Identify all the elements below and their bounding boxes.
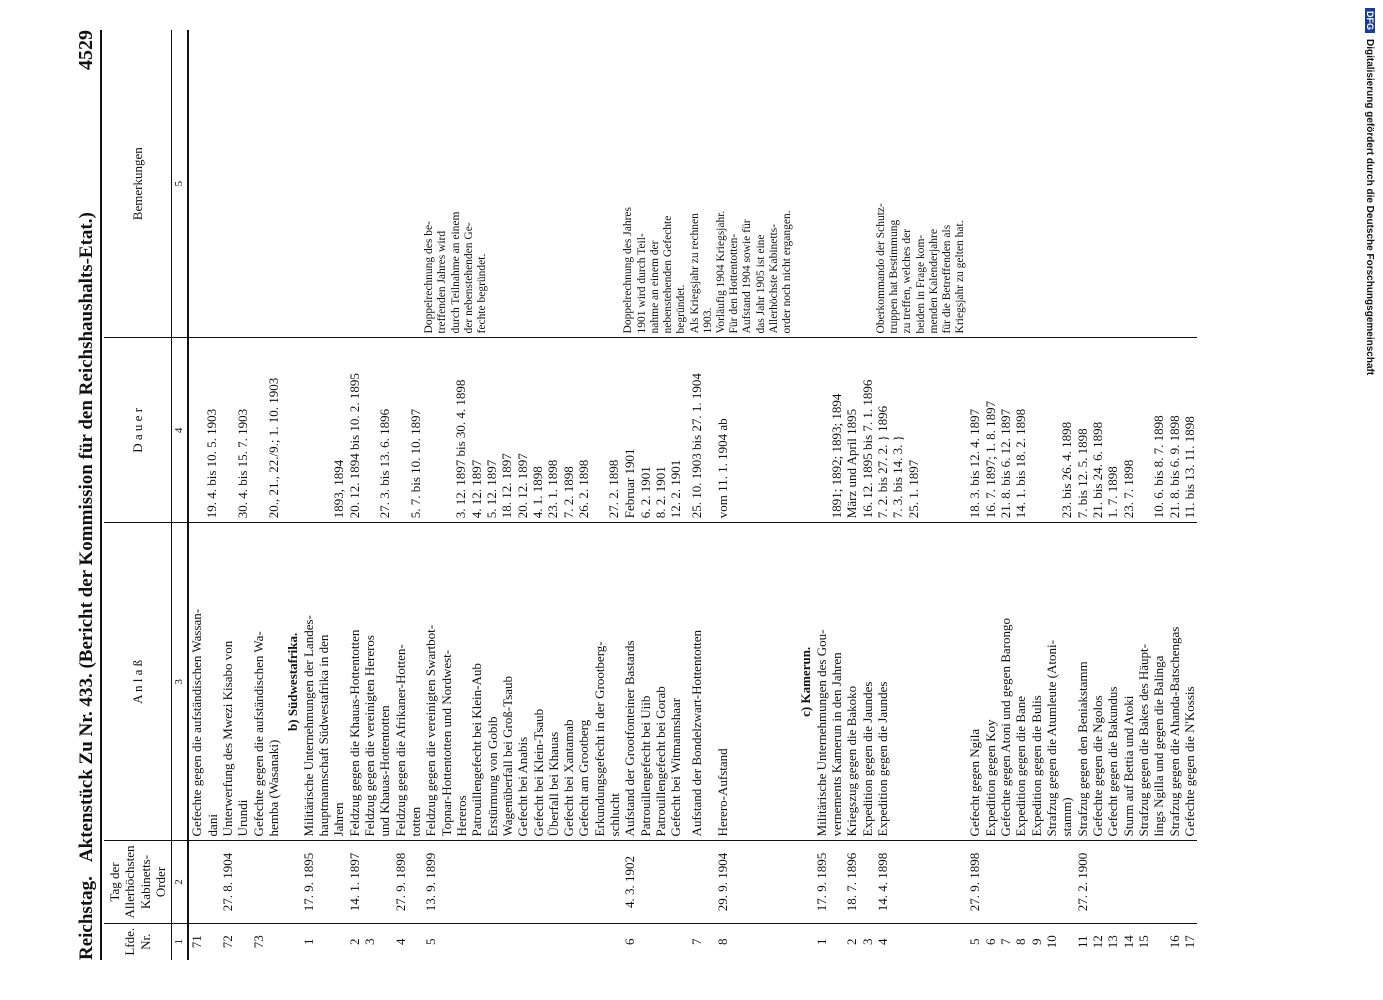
cell-anlass <box>844 523 875 841</box>
cell-order-date <box>814 841 845 923</box>
dauer-line: 1891; 1892; 1893; 1894 <box>828 393 844 519</box>
anlass-line: Kriegszug gegen die Bakoko <box>844 685 860 837</box>
order-date: 14. 4. 1898 <box>874 852 890 912</box>
dauer-line <box>1029 342 1044 518</box>
col-header-dauer: D a u e r <box>104 338 172 523</box>
table-row <box>689 30 715 960</box>
anlass-line: Gefecht gegen Ngila <box>967 728 983 837</box>
anlass-line: Patrouillengefecht bei Gorab <box>653 686 669 837</box>
remark-line: Doppelrechnung des be- <box>423 221 436 334</box>
column-number-row <box>172 30 188 960</box>
cell-bemerkungen <box>301 30 347 338</box>
cell-order-date <box>220 841 251 923</box>
row-number: 3 <box>361 938 377 946</box>
order-date: 17. 9. 1895 <box>300 852 316 912</box>
cell-bemerkungen <box>844 30 875 338</box>
table-row <box>220 30 251 960</box>
order-date: 18. 7. 1896 <box>844 852 860 912</box>
row-number: 1 <box>300 938 316 946</box>
cell-anlass <box>715 523 794 841</box>
dauer-line: 10. 6. bis 8. 7. 1898 <box>1151 415 1167 519</box>
remark-line: treffenden Jahres wird <box>436 230 449 334</box>
cell-order-date <box>844 841 875 923</box>
anlass-line: Herero-Aufstand <box>715 748 730 837</box>
cell-bemerkungen <box>967 30 1074 338</box>
cell-order-date <box>347 841 393 923</box>
cell-dauer <box>188 338 220 523</box>
anlass-line: Sturm auf Bettia und Atoki <box>1120 695 1136 837</box>
cell-bemerkungen <box>393 30 424 338</box>
row-number: 15 <box>1136 935 1152 949</box>
cell-anlass <box>622 523 688 841</box>
anlass-line: Gefecht bei Klein-Tsaub <box>530 708 546 837</box>
remark-line: nahme an einem der <box>648 240 661 334</box>
cell-nr <box>347 923 393 960</box>
anlass-line: Militärische Unternehmungen des Gou- <box>813 629 829 837</box>
cell-dauer <box>251 338 282 523</box>
cell-dauer <box>220 338 251 523</box>
dauer-line: 7. 2. 1898 <box>560 466 576 519</box>
header-rule <box>100 30 102 960</box>
remark-line: Doppelrechnung des Jahres <box>622 207 635 334</box>
order-date: 27. 9. 1898 <box>392 852 408 912</box>
anlass-line: Überfall bei Khauas <box>545 731 561 837</box>
table-row <box>393 30 424 960</box>
cell-bemerkungen <box>622 30 688 338</box>
remark-line: truppen hat Bestimmung <box>888 219 901 334</box>
table-row <box>1167 30 1198 960</box>
cell-order-date <box>967 841 1074 923</box>
dauer-line <box>251 342 266 518</box>
dauer-line <box>316 342 331 518</box>
row-number: 6 <box>622 938 638 946</box>
cell-dauer <box>1075 338 1167 523</box>
table-row <box>622 30 688 960</box>
col-number: 2 <box>172 841 188 923</box>
cell-anlass <box>875 523 968 841</box>
anlass-line: Gefechte gegen Atoni und gegen Barongo <box>998 618 1014 837</box>
cell-anlass <box>967 523 1074 841</box>
cell-anlass <box>393 523 424 841</box>
dauer-line: 23. 7. 1898 <box>1120 459 1136 519</box>
cell-order-date <box>1075 841 1167 923</box>
row-number: 11 <box>1074 935 1090 949</box>
row-number: 71 <box>189 935 205 949</box>
dfg-logo: DFG <box>1365 8 1375 33</box>
anlass-line: Gefecht bei Xantamab <box>561 719 577 837</box>
cell-bemerkungen <box>423 30 622 338</box>
cell-order-date <box>251 841 282 923</box>
cell-bemerkungen <box>689 30 715 338</box>
dauer-line <box>438 342 453 518</box>
dauer-line: 5. 12. 1897 <box>483 459 499 519</box>
anlass-line: Strafzug gegen die Atumleute (Atoni- <box>1044 640 1060 837</box>
cell-anlass <box>1167 523 1198 841</box>
cell-anlass <box>301 523 347 841</box>
dauer-line: 26. 2. 1898 <box>575 459 591 519</box>
table-row <box>347 30 393 960</box>
anlass-line: Expedition gegen Koy <box>982 719 998 837</box>
remark-line: 1901 wird durch Teil- <box>635 233 648 334</box>
cell-dauer <box>301 338 347 523</box>
order-date: 4. 3. 1902 <box>622 856 638 908</box>
remark-line: zu treffen, welches der <box>901 228 914 334</box>
table-row <box>251 30 282 960</box>
dauer-line: 18. 12. 1897 <box>499 453 515 519</box>
anlass-line: Strafzug gegen die Ahanda-Batschengas <box>1166 626 1182 837</box>
anlass-line: Aufstand der Grootfonteiner Bastards <box>622 640 638 837</box>
anlass-line: Gefecht bei Anabis <box>515 736 531 837</box>
dauer-line: 16. 12. 1895 bis 7. 1. 1896 <box>859 379 875 519</box>
table-row <box>875 30 968 960</box>
col-number: 3 <box>172 523 188 841</box>
dauer-line: 14. 1. bis 18. 2. 1898 <box>1013 408 1029 519</box>
dauer-line: 4. 12. 1897 <box>468 459 484 519</box>
cell-dauer <box>622 338 688 523</box>
anlass-line: Unterwerfung des Mwezi Kisabo von <box>219 640 235 837</box>
dauer-line <box>362 342 377 518</box>
page-number: 4529 <box>75 30 97 70</box>
anlass-line: Wagenüberfall bei Groß-Tsaub <box>499 675 515 837</box>
row-number: 9 <box>1028 938 1044 946</box>
cell-bemerkungen <box>347 30 393 338</box>
order-date: 17. 9. 1895 <box>813 852 829 912</box>
remark-line: durch Teilnahme an einem <box>449 211 462 334</box>
dauer-line: 7. 2. bis 27. 2. } 1896 <box>874 405 890 519</box>
stamp-text: Digitalisierung gefördert durch die Deutsche Forschungsgemeinschaft <box>1364 39 1376 376</box>
row-number: 10 <box>1044 935 1060 949</box>
anlass-line: schlucht <box>607 793 623 837</box>
cell-order-date <box>622 841 688 923</box>
cell-nr <box>967 923 1074 960</box>
cell-dauer <box>423 338 622 523</box>
dauer-line <box>591 342 606 518</box>
anlass-line: Topnar-Hottentotten und Nordwest- <box>438 649 454 837</box>
row-number: 8 <box>715 938 730 946</box>
dauer-line: 8. 2. 1901 <box>653 466 669 519</box>
cell-order-date <box>393 841 424 923</box>
cell-nr <box>301 923 347 960</box>
dauer-line: 5. 7. bis 10. 10. 1897 <box>407 408 423 519</box>
dauer-line <box>1136 342 1151 518</box>
table-row <box>844 30 875 960</box>
row-number: 17 <box>1182 935 1198 949</box>
cell-dauer <box>715 338 794 523</box>
cell-nr <box>251 923 282 960</box>
dauer-line: 25. 10. 1903 bis 27. 1. 1904 <box>688 373 704 519</box>
cell-order-date <box>423 841 622 923</box>
cell-dauer <box>814 338 845 523</box>
dauer-line: 19. 4. bis 10. 5. 1903 <box>204 408 220 519</box>
row-number: 3 <box>859 938 875 946</box>
order-date: 27. 2. 1900 <box>1074 852 1090 912</box>
row-number: 5 <box>967 938 983 946</box>
column-header-row <box>104 30 172 960</box>
row-number: 2 <box>346 938 362 946</box>
anlass-line: Gefecht gegen die Bakundus <box>1105 686 1121 837</box>
cell-bemerkungen <box>220 30 251 338</box>
order-date: 14. 1. 1897 <box>346 852 362 912</box>
dauer-line <box>814 342 829 518</box>
col-number: 1 <box>172 923 188 960</box>
section-row <box>794 30 813 960</box>
dauer-line: 21. 8. bis 6. 12. 1897 <box>998 408 1014 519</box>
cell-dauer <box>1167 338 1198 523</box>
dauer-line <box>423 342 438 518</box>
anlass-line: Gefecht bei Witmannshaar <box>668 697 684 837</box>
cell-nr <box>814 923 845 960</box>
campaign-table <box>104 30 1197 960</box>
cell-order-date <box>875 841 968 923</box>
order-date: 29. 9. 1904 <box>715 852 730 912</box>
row-number: 6 <box>982 938 998 946</box>
remark-line: nebenstehenden Gefechte <box>662 215 675 334</box>
anlass-line: Gefechte gegen die N'Kossis <box>1182 686 1198 837</box>
remark-line: der nebenstehenden Ge- <box>462 222 475 334</box>
dauer-line <box>220 342 235 518</box>
dauer-line: 1. 7. 1898 <box>1105 466 1121 519</box>
dauer-line: 4. 1. 1898 <box>529 466 545 519</box>
remark-line: Aufstand 1904 sowie für <box>741 219 754 334</box>
dauer-line <box>1044 342 1059 518</box>
table-row <box>715 30 794 960</box>
col-header-bemerkungen: Bemerkungen <box>104 30 172 338</box>
dauer-line: 25. 1. 1897 <box>905 459 921 519</box>
anlass-line: Feldzug gegen die vereinigten Swartbot- <box>423 624 439 837</box>
cell-dauer <box>967 338 1074 523</box>
table-row <box>188 30 220 960</box>
remark-line: Allerhöchste Kabinetts- <box>767 223 780 334</box>
cell-dauer <box>689 338 715 523</box>
anlass-line: Aufstand der Bondelzwart-Hottentotten <box>688 629 704 837</box>
row-number: 7 <box>688 938 704 946</box>
dauer-line: 20. 12. 1894 bis 10. 2. 1895 <box>346 373 362 519</box>
cell-bemerkungen <box>814 30 845 338</box>
remark-line: Kriegsjahr zu gelten hat. <box>954 220 967 334</box>
dauer-line: 21. 8. bis 6. 9. 1898 <box>1166 415 1182 519</box>
dauer-line: 27. 2. 1898 <box>606 459 622 519</box>
cell-nr <box>188 923 220 960</box>
remark-line: begründet. <box>675 284 688 334</box>
anlass-line: Feldzug gegen die Afrikaner-Hotten- <box>392 644 408 837</box>
remark-line: order noch nicht ergangen. <box>781 210 794 334</box>
row-number: 2 <box>844 938 860 946</box>
remark-line: beiden in Frage kom- <box>914 234 927 334</box>
anlass-line: Strafzug gegen die Bakes des Häupt- <box>1136 644 1152 837</box>
dauer-line: 3. 12. 1897 bis 30. 4. 1898 <box>453 379 469 519</box>
remark-line: für die Betreffenden als <box>941 224 954 334</box>
anlass-line: lings Ngilla und gegen die Balinga <box>1151 655 1167 837</box>
cell-anlass <box>1075 523 1167 841</box>
anlass-line: hauptmannschaft Südwestafrika in den <box>315 634 331 837</box>
anlass-line: und Khauas-Hottentotten <box>377 705 393 837</box>
anlass-line: Strafzug gegen den Beniakstamm <box>1074 661 1090 837</box>
dauer-line: 7. 3. bis 14. 3. } <box>890 435 906 519</box>
cell-nr <box>1167 923 1198 960</box>
cell-nr <box>423 923 622 960</box>
order-date: 27. 8. 1904 <box>219 852 235 912</box>
anlass-line: Feldzug gegen die Khauas-Hottentotten <box>346 629 362 837</box>
section-heading: c) Kamerun. <box>798 646 814 717</box>
anlass-line: Jahren <box>331 802 347 837</box>
dauer-line <box>189 342 204 518</box>
dauer-line: 20. 12. 1897 <box>514 453 530 519</box>
col-header-date: Tag der Allerhöchsten Kabinetts-Order <box>104 841 172 923</box>
row-number: 73 <box>250 935 266 949</box>
remark-line: Vorläufig 1904 Kriegsjahr. <box>715 210 727 334</box>
remark-line: 1903. <box>701 307 714 334</box>
anlass-line: Gefechte gegen die aufständischen Wa- <box>250 631 266 837</box>
cell-nr <box>220 923 251 960</box>
row-number: 4 <box>392 938 408 946</box>
anlass-line: Expedition gegen die Bulis <box>1028 695 1044 837</box>
section-heading: b) Südwestafrika. <box>285 632 301 731</box>
col-header-nr: Lfde. Nr. <box>104 923 172 960</box>
dauer-line: 16. 7. 1897; 1. 8. 1897 <box>982 400 998 519</box>
anlass-line: dani <box>204 814 220 837</box>
dauer-line: 12. 2. 1901 <box>668 459 684 519</box>
remark-line: Als Kriegsjahr zu rechnen <box>688 213 701 334</box>
running-header <box>58 30 98 960</box>
col-number: 4 <box>172 338 188 523</box>
table-row <box>423 30 622 960</box>
remark-line: das Jahr 1905 ist eine <box>754 234 767 334</box>
row-number: 5 <box>423 938 439 946</box>
dauer-line: 30. 4. bis 15. 7. 1903 <box>234 408 250 519</box>
cell-nr <box>1075 923 1167 960</box>
anlass-line: Patrouillengefecht bei Uiib <box>637 695 653 837</box>
cell-order-date <box>715 841 794 923</box>
dauer-line: 6. 2. 1901 <box>637 466 653 519</box>
remark-line: menden Kalenderjahre <box>927 229 940 334</box>
cell-nr <box>875 923 968 960</box>
cell-nr <box>689 923 715 960</box>
dauer-line: Februar 1901 <box>622 448 638 519</box>
dauer-line <box>393 342 408 518</box>
remark-line: Oberkommando der Schutz- <box>874 203 887 334</box>
remark-line: fechte begründet. <box>476 253 489 334</box>
cell-order-date <box>1167 841 1198 923</box>
cell-bemerkungen <box>715 30 794 338</box>
dauer-line: 11. bis 13. 11. 1898 <box>1182 416 1198 519</box>
cell-bemerkungen <box>1167 30 1198 338</box>
anlass-line: Gefecht am Grootberg <box>576 719 592 837</box>
table-row <box>967 30 1074 960</box>
cell-anlass <box>251 523 282 841</box>
anlass-line: totten <box>407 806 423 837</box>
anlass-line: stamm) <box>1059 797 1075 837</box>
cell-order-date <box>689 841 715 923</box>
dfg-stamp <box>1362 8 1378 992</box>
col-number: 5 <box>172 30 188 338</box>
row-number: 16 <box>1166 935 1182 949</box>
dauer-line: 23. 1. 1898 <box>545 459 561 519</box>
row-number: 14 <box>1120 935 1136 949</box>
section-row <box>281 30 300 960</box>
row-number: 4 <box>874 938 890 946</box>
row-number: 13 <box>1105 935 1121 949</box>
table-row <box>1075 30 1167 960</box>
anlass-line: Gefechte gegen die Ngolos <box>1090 695 1106 837</box>
header-title: Aktenstück Zu Nr. 433. (Bericht der Kommission für den Reichshaushalts-Etat.) <box>76 212 97 863</box>
anlass-line: hemba (Wasanaki) <box>265 739 281 837</box>
dauer-line: 27. 3. bis 13. 6. 1896 <box>376 408 392 519</box>
anlass-line: Expedition gegen die Bane <box>1013 696 1029 837</box>
cell-dauer <box>393 338 424 523</box>
anlass-line: Patrouillengefecht bei Klein-Aub <box>469 663 485 837</box>
anlass-line: Erstürmung von Gobib <box>484 716 500 837</box>
dauer-line: 18. 3. bis 12. 4. 1897 <box>967 408 983 519</box>
dauer-line: 7. bis 12. 5. 1898 <box>1074 428 1090 519</box>
row-number: 72 <box>219 935 235 949</box>
anlass-line: Urundi <box>235 799 251 837</box>
row-number: 7 <box>998 938 1014 946</box>
table-row <box>814 30 845 960</box>
col-header-anlass: A n l a ß <box>104 523 172 841</box>
anlass-line: Feldzug gegen die vereinigten Hereros <box>361 635 377 837</box>
cell-anlass <box>423 523 622 841</box>
order-date: 13. 9. 1899 <box>423 852 439 912</box>
anlass-line: Expedition gegen die Jaundes <box>874 681 890 837</box>
row-number: 12 <box>1090 935 1106 949</box>
cell-anlass <box>188 523 220 841</box>
anlass-line: Hereros <box>453 795 469 837</box>
anlass-line: vernements Kamerun in den Jahren <box>828 652 844 837</box>
cell-nr <box>715 923 794 960</box>
row-number: 8 <box>1013 938 1029 946</box>
remark-line: Für den Hottentotten- <box>728 233 741 334</box>
cell-anlass <box>220 523 251 841</box>
cell-nr <box>622 923 688 960</box>
row-number: 1 <box>813 938 829 946</box>
cell-nr <box>393 923 424 960</box>
dauer-line: 23. bis 26. 4. 1898 <box>1058 421 1074 519</box>
dauer-line: März und April 1895 <box>844 408 860 519</box>
cell-bemerkungen <box>188 30 220 338</box>
cell-anlass <box>347 523 393 841</box>
cell-anlass <box>814 523 845 841</box>
cell-bemerkungen <box>251 30 282 338</box>
cell-dauer <box>875 338 968 523</box>
cell-order-date <box>301 841 347 923</box>
table-body <box>188 30 1197 960</box>
dauer-line <box>301 342 316 518</box>
table-row <box>301 30 347 960</box>
cell-dauer <box>347 338 393 523</box>
anlass-line: Expedition gegen die Jaundes <box>859 681 875 837</box>
cell-nr <box>844 923 875 960</box>
cell-bemerkungen <box>1075 30 1167 338</box>
anlass-line: Erkundungsgefecht in der Grootberg- <box>591 641 607 837</box>
dauer-line: vom 11. 1. 1904 ab <box>715 418 730 519</box>
header-left: Reichstag. <box>76 876 97 960</box>
anlass-line: Gefechte gegen die aufständischen Wassan- <box>189 608 205 837</box>
anlass-line: Militärische Unternehmungen der Landes- <box>300 615 316 837</box>
cell-anlass <box>689 523 715 841</box>
cell-order-date <box>188 841 220 923</box>
cell-dauer <box>844 338 875 523</box>
order-date: 27. 9. 1898 <box>967 852 983 912</box>
cell-bemerkungen <box>875 30 968 338</box>
dauer-line: 1893, 1894 <box>330 459 346 519</box>
dauer-line: 21. bis 24. 6. 1898 <box>1090 421 1106 519</box>
dauer-line: 20., 21., 22./9.; 1. 10. 1903 <box>265 377 281 519</box>
